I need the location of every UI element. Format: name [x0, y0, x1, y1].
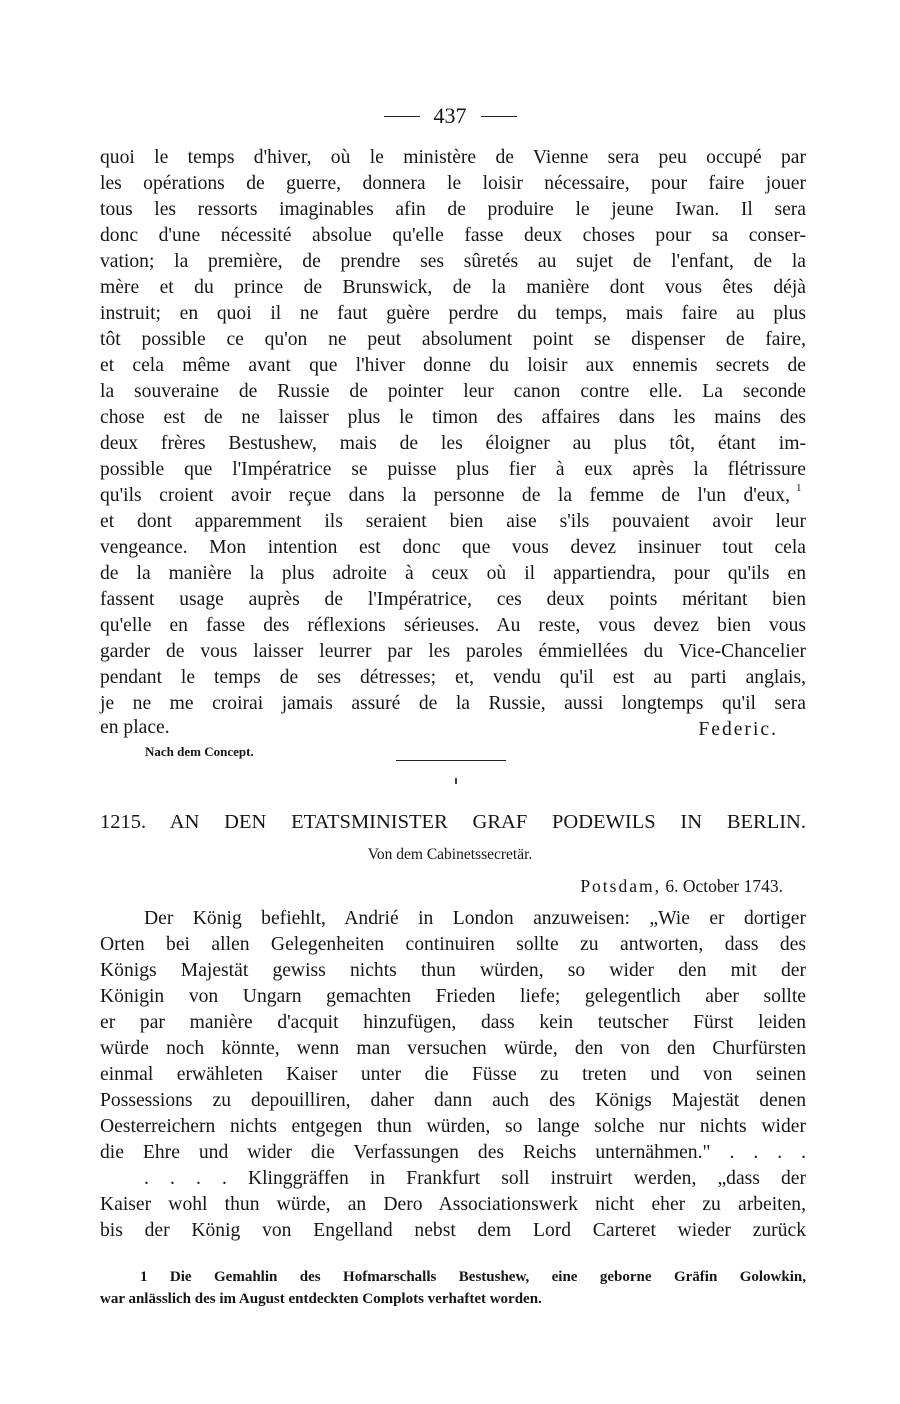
dateline-date: 6. October 1743.: [665, 876, 783, 896]
letter-line: quoi le temps d'hiver, où le ministère de Vienne sera peu occupé par: [100, 147, 806, 168]
letter-line: qu'elle en fasse des réflexions sérieuses. Au reste, vous devez bien vous: [100, 615, 806, 636]
letter-line: les opérations de guerre, donnera le loisir nécessaire, pour faire jouer: [100, 173, 806, 194]
body-line: bis der König von Engelland nebst dem Lord Carteret wieder zurück: [100, 1220, 806, 1241]
letter-line: garder de vous laisser leurrer par les paroles émmiellées du Vice-Chancelier: [100, 641, 806, 662]
body-line: Der König befiehlt, Andrié in London anzuweisen: „Wie er dortiger: [144, 908, 806, 929]
letter-line: pendant le temps de ses détresses; et, vendu qu'il est au parti anglais,: [100, 667, 806, 688]
letter-line: deux frères Bestushew, mais de les éloigner au plus tôt, étant im-: [100, 433, 806, 454]
body-line: würde noch könnte, wenn man versuchen würde, den von den Churfürsten: [100, 1038, 806, 1059]
letter-line: chose est de ne laisser plus le timon des affaires dans les mains des: [100, 407, 806, 428]
letter-line: fassent usage auprès de l'Impératrice, ces deux points méritant bien: [100, 589, 806, 610]
letter-line: mère et du prince de Brunswick, de la manière dont vous êtes déjà: [100, 277, 806, 298]
body-line: Königin von Ungarn gemachten Frieden liefe; gelegentlich aber sollte: [100, 986, 806, 1007]
letter-line: de la manière la plus adroite à ceux où il appartiendra, pour qu'ils en: [100, 563, 806, 584]
letter-line: je ne me croirai jamais assuré de la Russie, aussi longtemps qu'il sera: [100, 693, 806, 714]
book-page: 437 quoi le temps d'hiver, où le ministère de Vienne sera peu occupé par les opérations de guerre, donnera le loisir nécessaire, pour faire jouer tous les ressorts imaginables afin de produire le jeune Iwan. Il sera donc d'une nécessité absolue qu'elle fasse deux choses pour sa conser- vation; la première, de prendre ses sûretés au sujet de l'enfant, de la mère et du prince de Brunswick, de la manière dont vous êtes déjà instruit; en quoi il ne faut guère perdre du temps, mais faire au plus tôt possible ce qu'on ne peut absolument point se dispenser de faire, et cela même avant que l'hiver donne du loisir aux ennemis secrets de la souveraine de Russie de pointer leur canon contre elle. La seconde chose est de ne laisser plus le timon des affaires dans les mains des deux frères Bestushew, mais de les éloigner au plus tôt, étant im- possible que l'Impératrice se puisse plus fier à eux après la flétrissure qu'ils croient avoir reçue dans la personne de la femme de l'un d'eux, 1 et dont apparemment ils seraient bien aise s'ils pouvaient avoir leur vengeance. Mon intention est donc que vous devez insinuer tout cela de la manière la plus adroite à ceux où il appartiendra, pour qu'ils en fassent usage auprès de l'Impératrice, ces deux points méritant bien qu'elle en fasse des réflexions sérieuses. Au reste, vous devez bien vous garder de vous laisser leurrer par les paroles émmiellées du Vice-Chancelier pendant le temps de ses détresses; et, vendu qu'il est au parti anglais, je ne me croirai jamais assuré de la Russie, aussi longtemps qu'il sera en place. Federic. Nach dem Concept. 1215. AN DEN ETATSMINISTER GRAF PODEWILS IN BERLIN. Von dem Cabinetssecretär. Potsdam, 6. October 1743. Der König befiehlt, Andrié in London anzuweisen: „Wie er dortiger Orten bei allen Gelegenheiten continuiren sollte zu antworten, dass des Königs Majestät gewiss nichts thun würden, so wider den mit der Königin von Ungarn gemachten Frieden liefe; gelegentlich aber sollte er par manière d'acquit hinzufügen, dass kein teutscher Fürst leiden würde noch könnte, wenn man versuchen würde, den von den Churfürsten einmal erwähleten Kaiser unter die Füsse zu treten und von seinen Possessions zu depouilliren, daher dann auch des Königs Majestät denen Oesterreichern nichts entgegen thun würden, so lange solche nur nichts wider die Ehre und wider die Verfassungen des Reichs unternähmen." . . . . . . . . Klinggräffen in Frankfurt soll instruirt werden, „dass der Kaiser wohl thun würde, an Dero Associationswerk nicht eher zu arbeiten, bis der König von Engelland nebst dem Lord Carteret wieder zurück 1 Die Gemahlin des Hofmarschalls Bestushew, eine geborne Gräfin Golowkin, war anlässlich des im August entdeckten Complots verhaftet worden.: [0, 0, 900, 1404]
running-head: [0, 96, 900, 136]
letter-line: possible que l'Impératrice se puisse plus fier à eux après la flétrissure: [100, 459, 806, 480]
letter-line: donc d'une nécessité absolue qu'elle fasse deux choses pour sa conser-: [100, 225, 806, 246]
body-line: Königs Majestät gewiss nichts thun würden, so wider den mit der: [100, 960, 806, 981]
body-line: einmal erwähleten Kaiser unter die Füsse zu treten und von seinen: [100, 1064, 806, 1085]
letter-line-text: qu'ils croient avoir reçue dans la personne de la femme de l'un d'eux,: [100, 485, 790, 506]
dateline-place: Potsdam,: [580, 876, 661, 896]
body-line: Kaiser wohl thun würde, an Dero Associationswerk nicht eher zu arbeiten,: [100, 1194, 806, 1215]
page-number: 437: [433, 103, 467, 128]
letter-line: instruit; en quoi il ne faut guère perdre du temps, mais faire au plus: [100, 303, 806, 324]
body-line: er par manière d'acquit hinzufügen, dass kein teutscher Fürst leiden: [100, 1012, 806, 1033]
letter-line: [100, 483, 790, 509]
section-divider: [396, 760, 506, 761]
body-line: die Ehre und wider die Verfassungen des Reichs unternähmen." . . . .: [100, 1142, 806, 1163]
body-line: Oesterreichern nichts entgegen thun würden, so lange solche nur nichts wider: [100, 1116, 806, 1137]
footnote-line: 1 Die Gemahlin des Hofmarschalls Bestushew, eine geborne Gräfin Golowkin,: [140, 1269, 806, 1285]
letter-line: et dont apparemment ils seraient bien aise s'ils pouvaient avoir leur: [100, 511, 806, 532]
source-note: Nach dem Concept.: [145, 744, 254, 759]
dateline: [580, 876, 783, 897]
letter-line: tous les ressorts imaginables afin de produire le jeune Iwan. Il sera: [100, 199, 806, 220]
body-line: . . . . Klinggräffen in Frankfurt soll instruirt werden, „dass der: [144, 1168, 806, 1189]
right-dash: [481, 116, 517, 117]
letter-line: tôt possible ce qu'on ne peut absolument point se dispenser de faire,: [100, 329, 806, 350]
letter-line: en place.: [100, 717, 170, 738]
body-line: Orten bei allen Gelegenheiten continuiren sollte zu antworten, dass des: [100, 934, 806, 955]
document-heading: [100, 811, 806, 834]
letter-line: vengeance. Mon intention est donc que vous devez insinuer tout cela: [100, 537, 806, 558]
body-line: Possessions zu depouilliren, daher dann auch des Königs Majestät denen: [100, 1090, 806, 1111]
divider-mark: [455, 778, 457, 784]
footnote-line: war anlässlich des im August entdeckten Complots verhaftet worden.: [100, 1291, 542, 1307]
document-title: AN DEN ETATSMINISTER GRAF PODEWILS IN BERLIN.: [169, 811, 806, 833]
letter-line: et cela même avant que l'hiver donne du loisir aux ennemis secrets de: [100, 355, 806, 376]
document-number: 1215.: [100, 811, 147, 833]
byline: Von dem Cabinetssecretär.: [367, 846, 533, 863]
letter-line: vation; la première, de prendre ses sûretés au sujet de l'enfant, de la: [100, 251, 806, 272]
signature: Federic.: [698, 719, 778, 740]
letter-line: la souveraine de Russie de pointer leur canon contre elle. La seconde: [100, 381, 806, 402]
left-dash: [384, 116, 420, 117]
